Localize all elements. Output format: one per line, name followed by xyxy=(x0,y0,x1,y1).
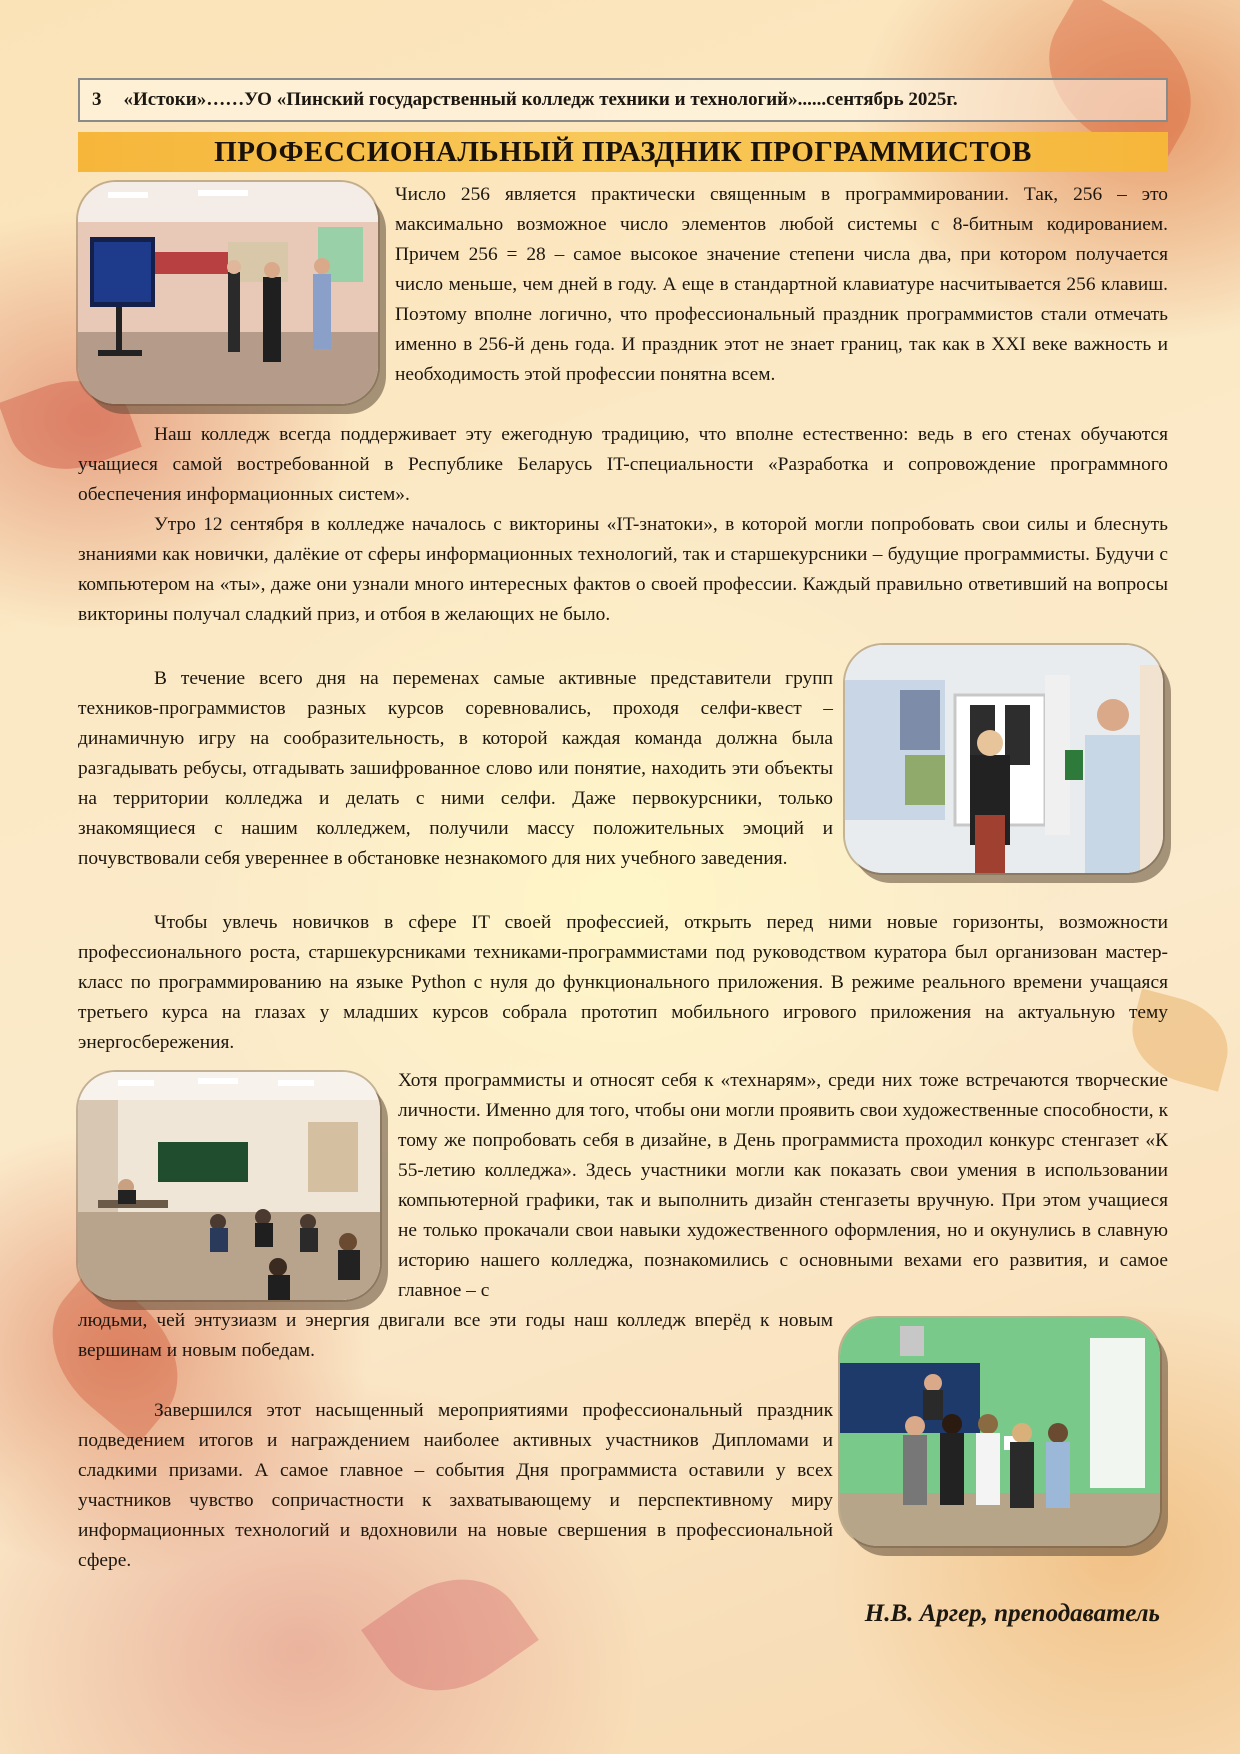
article-title: ПРОФЕССИОНАЛЬНЫЙ ПРАЗДНИК ПРОГРАММИСТОВ xyxy=(214,135,1032,168)
photo-selfie-quest xyxy=(845,645,1163,873)
paragraph-1: Число 256 является практически священным в программировании. Так, 256 – это максимально возможное число элементов любой системы с 8-битным кодированием. Причем 256 = 28 – самое высокое значение степени числа два, при котором получается число меньше, чем дней в году. А еще в стандартной клавиатуре насчитывается 256 клавиш. Поэтому вполне логично, что профессиональный праздник программистов стали отмечать именно в 256-й день года. И праздник этот не знает границ, так как в XXI веке важность и необходимость этой профессии понятна всем. xyxy=(395,184,1168,385)
paragraph-5: Чтобы увлечь новичков в сфере IT своей профессией, открыть перед ними новые горизонты, возможности профессионального роста, старшекурсниками техниками-программистами под руководством куратора был организован мастер-класс по программированию на языке Python с нуля до функционального приложения. В режиме реального времени учащаяся третьего курса на глазах у младших курсов собрала прототип мобильного игрового приложения на актуальную тему энергосбережения. xyxy=(78,912,1168,1053)
header-text: «Истоки»……УО «Пинский государственный колледж техники и технологий»......сентябрь 2025г. xyxy=(123,89,958,110)
paragraph-6-continued: людьми, чей энтузиазм и энергия двигали все эти годы наш колледж вперёд к новым вершинам и новым победам. xyxy=(78,1310,833,1361)
paragraph-7: Завершился этот насыщенный мероприятиями профессиональный праздник подведением итогов и награждением наиболее активных участников Дипломами и сладкими призами. А самое главное – события Дня программиста оставили у всех участников чувство сопричастности к захватывающему и перспективному миру информационных технологий и вдохновили на новые свершения в профессиональной сфере. xyxy=(78,1400,833,1571)
running-header xyxy=(78,78,1168,122)
article-title-bar xyxy=(78,132,1168,172)
paragraph-2: Наш колледж всегда поддерживает эту ежегодную традицию, что вполне естественно: ведь в его стенах обучаются учащиеся самой востребованной в Республике Беларусь IT-специальности «Разработка и сопровождение программного обеспечения информационных систем». xyxy=(78,424,1168,505)
photo-quiz xyxy=(78,182,378,404)
photo-master-class xyxy=(78,1072,380,1300)
author-signature: Н.В. Аргер, преподаватель xyxy=(864,1600,1160,1627)
page-number: 3 xyxy=(92,89,102,110)
paragraph-4: В течение всего дня на переменах самые активные представители групп техников-программистов разных курсов соревновались, проходя селфи-квест – динамичную игру на сообразительность, в которой каждая команда должна была разгадывать ребусы, отгадывать зашифрованное слово или понятие, находить эти объекты на территории колледжа и делать с ними селфи. Даже первокурсники, только знакомящиеся с нашим колледжем, получили массу положительных эмоций и почувствовали себя увереннее в обстановке незнакомого для них учебного заведения. xyxy=(78,668,833,869)
paragraph-3: Утро 12 сентября в колледже началось с викторины «IT-знатоки», в которой могли попробовать свои силы и блеснуть знаниями как новички, далёкие от сферы информационных технологий, так и старшекурсники – будущие программисты. Будучи с компьютером на «ты», даже они узнали много интересных фактов о своей профессии. Каждый правильно ответивший на вопросы викторины получал сладкий приз, и отбоя в желающих не было. xyxy=(78,514,1168,625)
photo-award-ceremony xyxy=(840,1318,1160,1546)
paragraph-6: Хотя программисты и относят себя к «технарям», среди них тоже встречаются творческие личности. Именно для того, чтобы они могли проявить свои художественные способности, к тому же попробовать себя в дизайне, в День программиста проходил конкурс стенгазет «К 55-летию колледжа». Здесь участники могли как показать свои умения в использовании компьютерной графики, так и выполнить дизайн стенгазеты вручную. При этом учащиеся не только прокачали свои навыки художественного оформления, но и окунулись в славную историю нашего колледжа, познакомились с основными вехами его развития, и самое главное – с xyxy=(398,1070,1168,1301)
